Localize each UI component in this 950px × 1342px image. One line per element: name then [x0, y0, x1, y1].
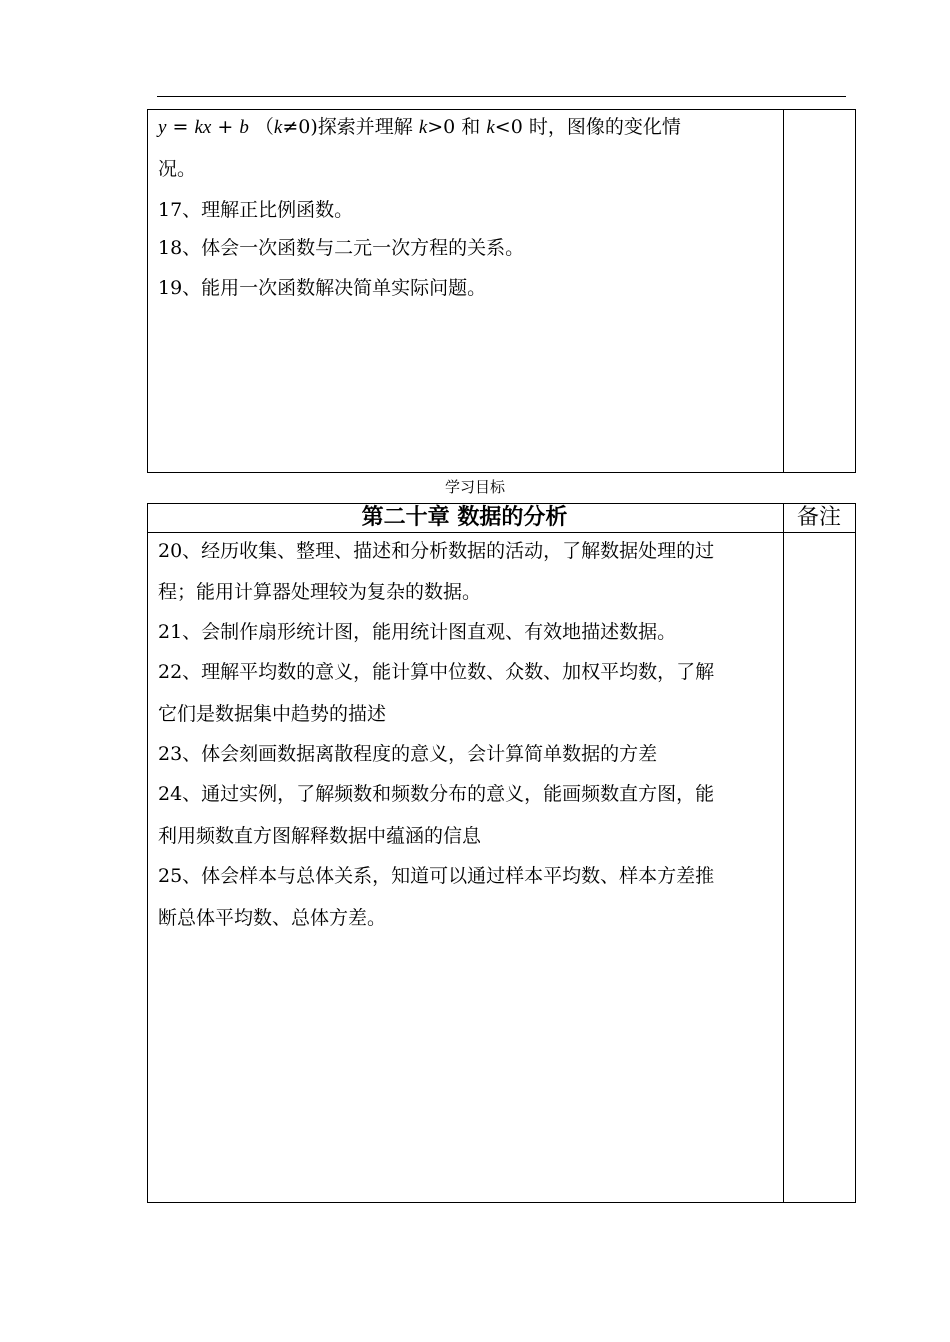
math-b: b — [239, 117, 249, 138]
math-y: y — [158, 117, 167, 138]
math-k1: k — [273, 117, 283, 138]
header-row-divider — [148, 532, 855, 533]
objective-line: 它们是数据集中趋势的描述 — [158, 703, 387, 725]
objective-line: 利用频数直方图解释数据中蕴涵的信息 — [158, 825, 482, 847]
objective-line: 19、能用一次函数解决简单实际问题。 — [158, 277, 487, 299]
objective-line: 25、体会样本与总体关系，知道可以通过样本平均数、样本方差推 — [158, 865, 715, 887]
objective-line: 24、通过实例，了解频数和频数分布的意义，能画频数直方图，能 — [158, 783, 715, 805]
page-header-rule — [157, 96, 846, 97]
objective-line: 23、体会刻画数据离散程度的意义，会计算简单数据的方差 — [158, 743, 658, 765]
objective-line: 程；能用计算器处理较为复杂的数据。 — [158, 581, 482, 603]
section-caption: 学习目标 — [444, 478, 505, 496]
objective-line: 22、理解平均数的意义，能计算中位数、众数、加权平均数，了解 — [158, 661, 715, 683]
math-gt-text: >0 和 — [427, 116, 481, 138]
math-equals: = — [172, 116, 189, 138]
objective-line: 17、理解正比例函数。 — [158, 199, 354, 221]
objectives-table-2 — [147, 503, 856, 1203]
math-lt-text: <0 时，图像的变化情 — [494, 116, 681, 138]
math-neq-text: ≠0)探索并理解 — [282, 116, 413, 138]
objective-line: 21、会制作扇形统计图，能用统计图直观、有效地描述数据。 — [158, 621, 677, 643]
chapter-title: 第二十章 数据的分析 — [361, 505, 568, 530]
notes-column-divider — [783, 110, 784, 472]
formula-line — [158, 115, 681, 140]
objective-line: 断总体平均数、总体方差。 — [158, 907, 387, 929]
math-k3: k — [486, 117, 495, 138]
notes-column-header: 备注 — [796, 505, 841, 530]
math-plus: + — [217, 116, 234, 138]
math-cond-open: （ — [254, 116, 274, 138]
objective-line: 况。 — [158, 158, 197, 180]
objective-line: 18、体会一次函数与二元一次方程的关系。 — [158, 237, 525, 259]
notes-column-divider — [783, 504, 784, 1202]
math-kx: kx — [194, 117, 212, 138]
objective-line: 20、经历收集、整理、描述和分析数据的活动，了解数据处理的过 — [158, 540, 715, 562]
objectives-table-1 — [147, 109, 856, 473]
math-k2: k — [418, 117, 428, 138]
